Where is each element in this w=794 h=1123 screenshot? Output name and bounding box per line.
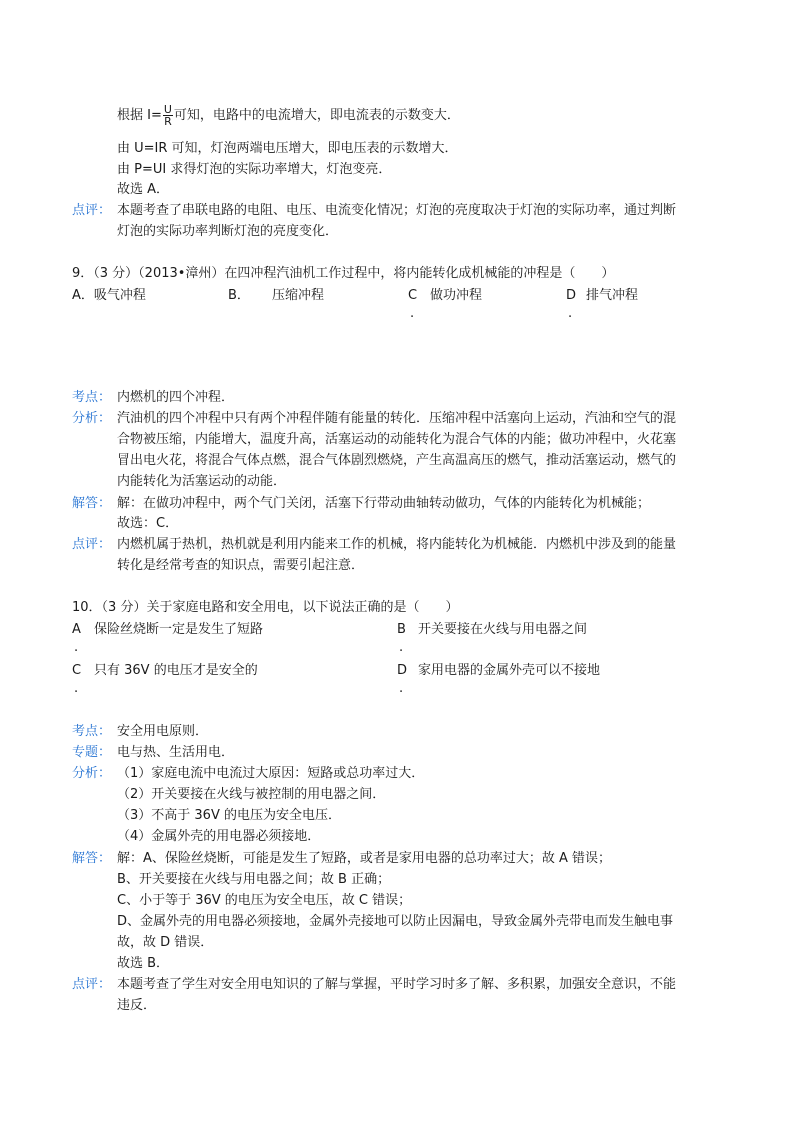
q8-line1-pre: 根据 I= — [117, 108, 162, 123]
q10-option-b-letter: B — [397, 622, 406, 637]
q8-line3: 由 P=UI 求得灯泡的实际功率增大，灯泡变亮． — [117, 162, 392, 177]
q10-fenxi-line2: （2）开关要接在火线与被控制的用电器之间． — [117, 787, 386, 802]
q9-jieda-line2: 故选：C． — [117, 516, 179, 531]
q9-fenxi-line3: 冒出电火花，将混合气体点燃，混合气体剧烈燃烧，产生高温高压的燃气，推动活塞运动，燃气的 — [117, 453, 677, 468]
q10-fenxi-label: 分析： — [72, 766, 112, 781]
formula-fraction — [163, 104, 173, 127]
q9-fenxi-line1: 汽油机的四个冲程中只有两个冲程伴随有能量的转化．压缩冲程中活塞向上运动，汽油和空气的混 — [117, 411, 677, 426]
q10-fenxi-line1: （1）家庭电流中电流过大原因：短路或总功率过大． — [117, 766, 425, 781]
q8-line2: 由 U=IR 可知，灯泡两端电压增大，即电压表的示数增大． — [117, 141, 458, 156]
q9-option-b-letter: B． — [228, 288, 250, 303]
q10-fenxi-line3: （3）不高于 36V 的电压为安全电压． — [117, 808, 341, 823]
q10-dianping-label: 点评： — [72, 977, 112, 992]
q9-jieda-label: 解答： — [72, 496, 112, 511]
q10-jieda-line5: 故，故 D 错误． — [117, 935, 214, 950]
q10-kaodian: 安全用电原则． — [117, 724, 209, 739]
q10-option-d: 家用电器的金属外壳可以不接地 — [418, 663, 601, 678]
fraction-denominator: R — [164, 115, 172, 128]
q10-jieda-line1: 解：A、保险丝烧断，可能是发生了短路，或者是家用电器的总功率过大；故 A 错误； — [117, 851, 612, 866]
q10-option-d-dot: . — [399, 681, 404, 696]
q10-option-a-dot: . — [74, 640, 79, 655]
q10-kaodian-label: 考点： — [72, 724, 112, 739]
q9-kaodian-label: 考点： — [72, 390, 112, 405]
q10-option-c-dot: . — [74, 681, 79, 696]
q10-option-d-letter: D — [397, 663, 408, 678]
q9-dianping-line2: 转化是经常考查的知识点，需要引起注意． — [117, 558, 365, 573]
q10-question: 10．（3 分）关于家庭电路和安全用电，以下说法正确的是（ ） — [72, 600, 459, 615]
q10-dianping-line1: 本题考查了学生对安全用电知识的了解与掌握，平时学习时多了解、多积累，加强安全意识，不能 — [117, 977, 677, 992]
q8-line1-post: 可知，电路中的电流增大，即电流表的示数变大． — [173, 108, 460, 123]
q9-option-a: A．吸气冲程 — [72, 288, 146, 303]
q10-dianping-line2: 违反． — [117, 998, 157, 1013]
q9-option-c-dot: . — [410, 306, 415, 321]
q9-option-c: 做功冲程 — [430, 288, 483, 303]
q8-comment-line2: 灯泡的实际功率判断灯泡的亮度变化． — [117, 224, 339, 239]
q8-line1 — [117, 104, 460, 127]
q10-option-a: 保险丝烧断一定是发生了短路 — [94, 622, 264, 637]
q10-zhuanti-label: 专题： — [72, 745, 112, 760]
q8-comment-label: 点评： — [72, 203, 112, 218]
q9-option-d: 排气冲程 — [586, 288, 639, 303]
fraction-numerator: U — [163, 103, 172, 116]
q10-jieda-line4: D、金属外壳的用电器必须接地，金属外壳接地可以防止因漏电，导致金属外壳带电而发生触电事 — [117, 914, 674, 929]
q9-dianping-line1: 内燃机属于热机，热机就是利用内能来工作的机械，将内能转化为机械能．内燃机中涉及到的能量 — [117, 537, 677, 552]
q10-option-c: 只有 36V 的电压才是安全的 — [94, 663, 258, 678]
q10-fenxi-line4: （4）金属外壳的用电器必须接地． — [117, 829, 321, 844]
q10-jieda-line2: B、开关要接在火线与用电器之间；故 B 正确； — [117, 872, 391, 887]
q8-line4: 故选 A． — [117, 182, 170, 197]
q9-fenxi-label: 分析： — [72, 411, 112, 426]
q9-dianping-label: 点评： — [72, 537, 112, 552]
q10-option-b-dot: . — [399, 640, 404, 655]
q10-option-b: 开关要接在火线与用电器之间 — [418, 622, 588, 637]
q9-question: 9．（3 分）（2013•漳州）在四冲程汽油机工作过程中，将内能转化成机械能的冲程是（ ） — [72, 266, 615, 281]
q10-zhuanti: 电与热、生活用电． — [117, 745, 235, 760]
q10-jieda-line6: 故选 B． — [117, 956, 170, 971]
q9-kaodian: 内燃机的四个冲程． — [117, 390, 235, 405]
q10-option-a-letter: A — [72, 622, 81, 637]
q9-fenxi-line4: 内能转化为活塞运动的动能． — [117, 474, 287, 489]
q10-option-c-letter: C — [72, 663, 82, 678]
q10-jieda-line3: C、小于等于 36V 的电压为安全电压，故 C 错误； — [117, 893, 412, 908]
q10-jieda-label: 解答： — [72, 851, 112, 866]
q9-option-d-dot: . — [568, 306, 573, 321]
q9-option-c-letter: C — [408, 288, 418, 303]
q8-comment-line1: 本题考查了串联电路的电阻、电压、电流变化情况；灯泡的亮度取决于灯泡的实际功率，通过判断 — [117, 203, 677, 218]
q9-jieda-line1: 解：在做功冲程中，两个气门关闭，活塞下行带动曲轴转动做功，气体的内能转化为机械能； — [117, 496, 651, 511]
q9-option-b: 压缩冲程 — [272, 288, 325, 303]
q9-option-d-letter: D — [566, 288, 577, 303]
q9-fenxi-line2: 合物被压缩，内能增大，温度升高，活塞运动的动能转化为混合气体的内能；做功冲程中，火花塞 — [117, 432, 677, 447]
